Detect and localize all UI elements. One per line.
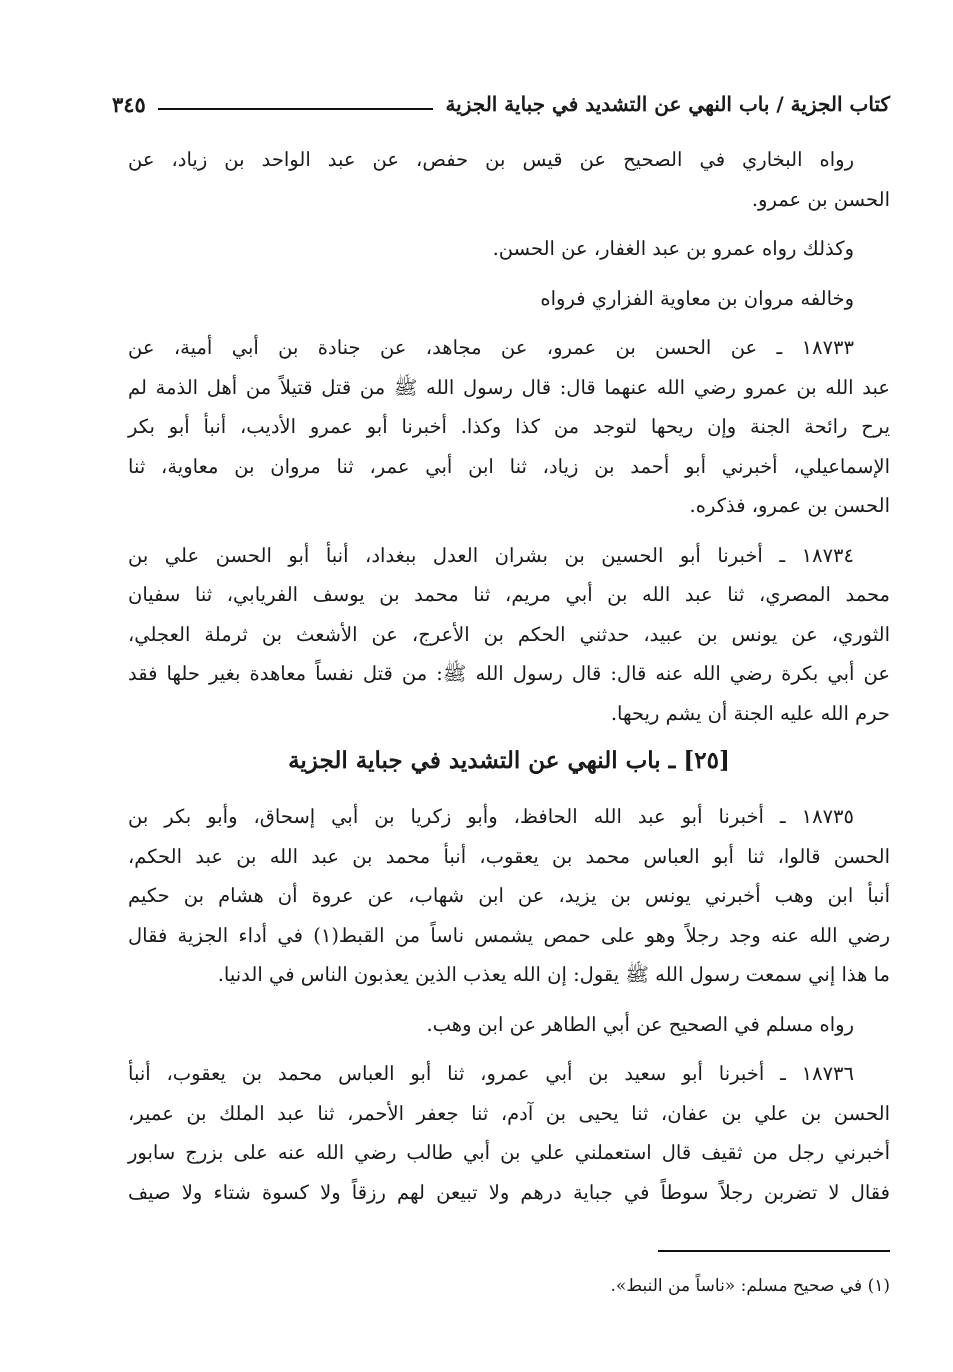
text-line: رواه مسلم في الصحيح عن أبي الطاهر عن ابن وهب. — [426, 1012, 854, 1036]
section-heading: [٢٥] ـ باب النهي عن التشديد في جباية الجزية — [288, 747, 730, 774]
text-line: الحسن قالوا، ثنا أبو العباس محمد بن يعقوب، أنبأ محمد بن عبد الله بن عبد الحكم، — [128, 844, 890, 868]
text-line: يرح رائحة الجنة وإن ريحها لتوجد من كذا وكذا. أخبرنا أبو عمرو الأديب، أنبأ أبو بكر — [128, 415, 890, 438]
page-body — [128, 140, 890, 1212]
text-line: محمد المصري، ثنا عبد الله بن أبي مريم، ثنا محمد بن يوسف الفريابي، ثنا سفيان — [128, 583, 890, 606]
header-rule — [158, 108, 434, 110]
text-line: ١٨٧٣٤ ـ أخبرنا أبو الحسين بن بشران العدل ببغداد، أنبأ أبو الحسن علي بن — [128, 543, 854, 567]
text-line: وكذلك رواه عمرو بن عبد الغفار، عن الحسن. — [492, 237, 854, 260]
text-line: الحسن بن عمرو. — [751, 187, 890, 211]
hadith-18733 — [128, 328, 890, 526]
text-line: ١٨٧٣٣ ـ عن الحسن بن عمرو، عن مجاهد، عن جنادة بن أبي أمية، عن — [128, 336, 854, 359]
footnote-rule — [658, 1250, 890, 1252]
text-line: الحسن بن علي بن عفان، ثنا يحيى بن آدم، ثنا جعفر الأحمر، ثنا عبد الملك بن عمير، — [128, 1101, 890, 1125]
text-line: فقال لا تضربن رجلاً سوطاً في جباية درهم ولا تبيعن لهم رزقاً ولا كسوة شتاء ولا صيف — [128, 1180, 890, 1204]
text-line: أخبرني رجل من ثقيف قال استعملني علي بن أبي طالب رضي الله عنه على بزرج سابور — [128, 1141, 890, 1164]
text-line: رضي الله عنه وجد رجلاً وهو على حمص يشمس ناساً من القبط(١) في أداء الجزية فقال — [128, 923, 890, 947]
hadith-18736 — [128, 1054, 890, 1212]
text-line: الإسماعيلي، أخبرني أبو أحمد بن زياد، ثنا ابن أبي عمر، ثنا مروان بن معاوية، ثنا — [128, 454, 890, 478]
paragraph-marwan — [128, 279, 890, 319]
text-line: رواه البخاري في الصحيح عن قيس بن حفص، عن عبد الواحد بن زياد، عن — [128, 148, 854, 171]
text-line: عن أبي بكرة رضي الله عنه قال: قال رسول الله ﷺ: من قتل نفساً معاهدة بغير حلها فقد — [128, 662, 890, 685]
text-line: ١٨٧٣٦ ـ أخبرنا أبو سعيد بن أبي عمرو، ثنا أبو العباس محمد بن يعقوب، أنبأ — [128, 1062, 854, 1085]
text-line: وخالفه مروان بن معاوية الفزاري فرواه — [540, 286, 854, 310]
hadith-18735 — [128, 797, 890, 995]
text-line: ١٨٧٣٥ ـ أخبرنا أبو عبد الله الحافظ، وأبو زكريا بن أبي إسحاق، وأبو بكر بن — [128, 805, 854, 828]
page-number: ٣٤٥ — [112, 91, 146, 117]
paragraph-amr — [128, 229, 890, 269]
text-line: عبد الله بن عمرو رضي الله عنهما قال: قال رسول الله ﷺ من قتل قتيلاً من أهل الذمة لم — [128, 375, 890, 399]
text-line: الحسن بن عمرو، فذكره. — [689, 494, 890, 517]
text-line: حرم الله عليه الجنة أن يشم ريحها. — [610, 701, 890, 725]
text-line: الثوري، عن يونس بن عبيد، حدثني الحكم بن الأعرج، عن الأشعث بن ثرملة العجلي، — [128, 622, 890, 646]
footnote: (١) في صحيح مسلم: «ناساً من النبط». — [610, 1276, 890, 1296]
text-line: ما هذا إني سمعت رسول الله ﷺ يقول: إن الله يعذب الذين يعذبون الناس في الدنيا. — [217, 963, 890, 986]
running-header — [112, 86, 890, 122]
hadith-18734 — [128, 536, 890, 734]
header-title: كتاب الجزية / باب النهي عن التشديد في جباية الجزية — [445, 92, 890, 116]
paragraph-muslim — [128, 1005, 890, 1045]
paragraph-bukhari — [128, 140, 890, 219]
text-line: أنبأ ابن وهب أخبرني يونس بن يزيد، عن ابن شهاب، عن عروة أن هشام بن حكيم — [128, 884, 890, 907]
